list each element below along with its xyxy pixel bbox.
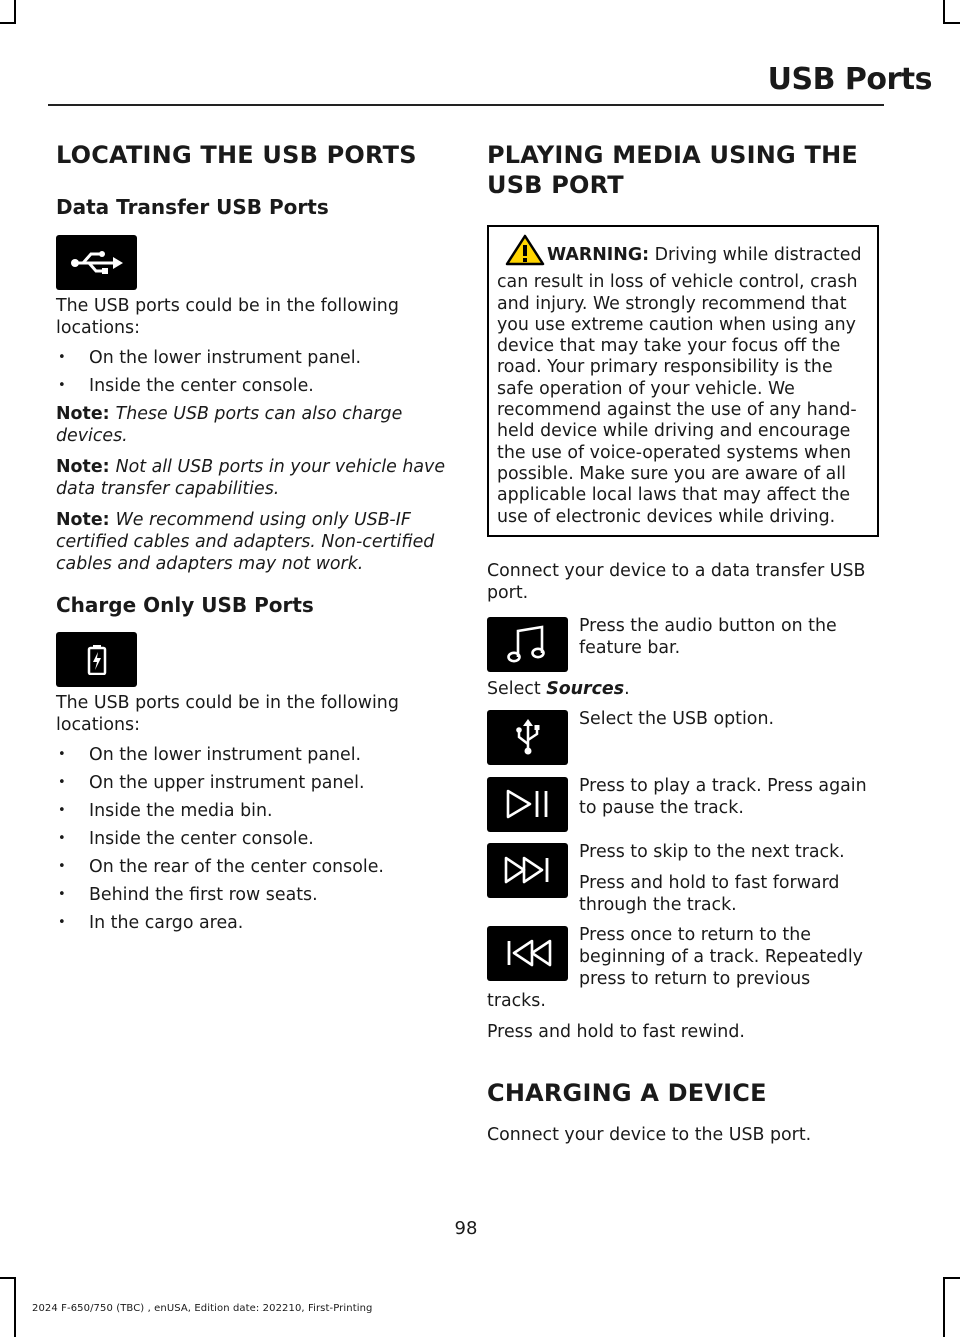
play-step-text: Press to play a track. Press again to pause the track. [579,775,867,818]
skip-forward-icon [487,843,568,898]
play-pause-icon [487,777,568,832]
fast-forward-text: Press and hold to fast forward through the track. [579,872,840,915]
previous-step [487,924,879,990]
note-text: We recommend using only USB-IF certified cables and adapters. Non-certified cables and adapters may not work. [56,510,435,574]
list-item: • In the cargo area. [56,912,448,934]
list-item: • On the lower instrument panel. [56,347,448,369]
right-column [487,140,879,1146]
note-label: Note: [56,457,110,477]
list-item: • On the rear of the center console. [56,856,448,878]
music-note-icon [487,617,568,672]
charge-only-locations [56,744,448,934]
warning-label: WARNING: [547,245,650,265]
battery-charge-icon [56,632,137,687]
list-item: • Inside the media bin. [56,800,448,822]
previous-step-text: Press once to return to the beginning of a track. Repeatedly press to return to previous [579,924,863,989]
crop-mark [943,22,960,24]
warning-box [487,225,879,537]
connect-instruction: Connect your device to a data transfer USB port. [487,560,866,603]
note-label: Note: [56,510,110,530]
list-item: • On the upper instrument panel. [56,772,448,794]
crop-mark [14,1277,16,1337]
crop-mark [943,1277,945,1337]
header-divider [48,104,884,106]
charge-only-intro: The USB ports could be in the following locations: [56,693,399,735]
usb-option-step [487,708,879,768]
edition-info: 2024 F-650/750 (TBC) , enUSA, Edition date: 202210, First-Printing [32,1303,373,1314]
list-item: • Inside the center console. [56,828,448,850]
select-prefix: Select [487,678,547,699]
audio-step [487,615,879,675]
note-text: These USB ports can also charge devices. [56,404,403,446]
section-title-playing-media [487,140,879,200]
page-number: 98 [454,1218,478,1239]
crop-mark [0,22,16,24]
usb-option-text: Select the USB option. [579,708,774,729]
data-transfer-intro: The USB ports could be in the following locations: [56,296,399,338]
section-title-locating: LOCATING THE USB PORTS [56,141,417,169]
page-title: USB Ports [767,62,932,97]
note-label: Note: [56,404,110,424]
usb-trident-icon [487,710,568,765]
section-title-charging: CHARGING A DEVICE [487,1078,767,1107]
note-data-transfer [56,456,448,500]
section-title-line: PLAYING MEDIA USING THE [487,141,858,169]
play-step [487,775,879,835]
list-item: • Inside the center console. [56,375,448,397]
subheading-charge-only: Charge Only USB Ports [56,593,314,617]
usb-icon [56,235,137,290]
select-sources-instruction [487,678,879,700]
crop-mark [0,1277,16,1279]
data-transfer-locations [56,347,448,397]
skip-step [487,841,879,916]
sources-term: Sources [546,678,625,699]
skip-back-icon [487,926,568,981]
crop-mark [943,1277,960,1279]
crop-mark [14,0,16,22]
warning-icon [505,234,545,272]
warning-text: Driving while distracted can result in loss of vehicle control, crash and injury. We strongly recommend that you use extreme caution when using any device that may take your focus off the road. Your primary responsibility is the safe operation of your vehicle. We recommend against the use of any hand-held device while driving and encourage the use of voice-operated systems when possible. Make sure you are aware of all applicable local laws that may affect the use of electronic devices while driving. [497,245,862,527]
audio-step-text: Press the audio button on the feature bar. [579,615,837,658]
left-column [56,140,448,940]
rewind-text: Press and hold to fast rewind. [487,1021,745,1042]
previous-step-continued: tracks. [487,990,546,1011]
crop-mark [943,0,945,22]
note-text: Not all USB ports in your vehicle have data transfer capabilities. [56,457,446,499]
charging-instruction: Connect your device to the USB port. [487,1124,812,1145]
list-item: • On the lower instrument panel. [56,744,448,766]
note-charge [56,403,448,447]
section-title-line: USB PORT [487,171,624,199]
note-cables [56,509,448,575]
skip-step-text: Press to skip to the next track. [579,841,845,862]
subheading-data-transfer: Data Transfer USB Ports [56,195,329,219]
list-item: • Behind the first row seats. [56,884,448,906]
select-suffix: . [624,678,630,699]
